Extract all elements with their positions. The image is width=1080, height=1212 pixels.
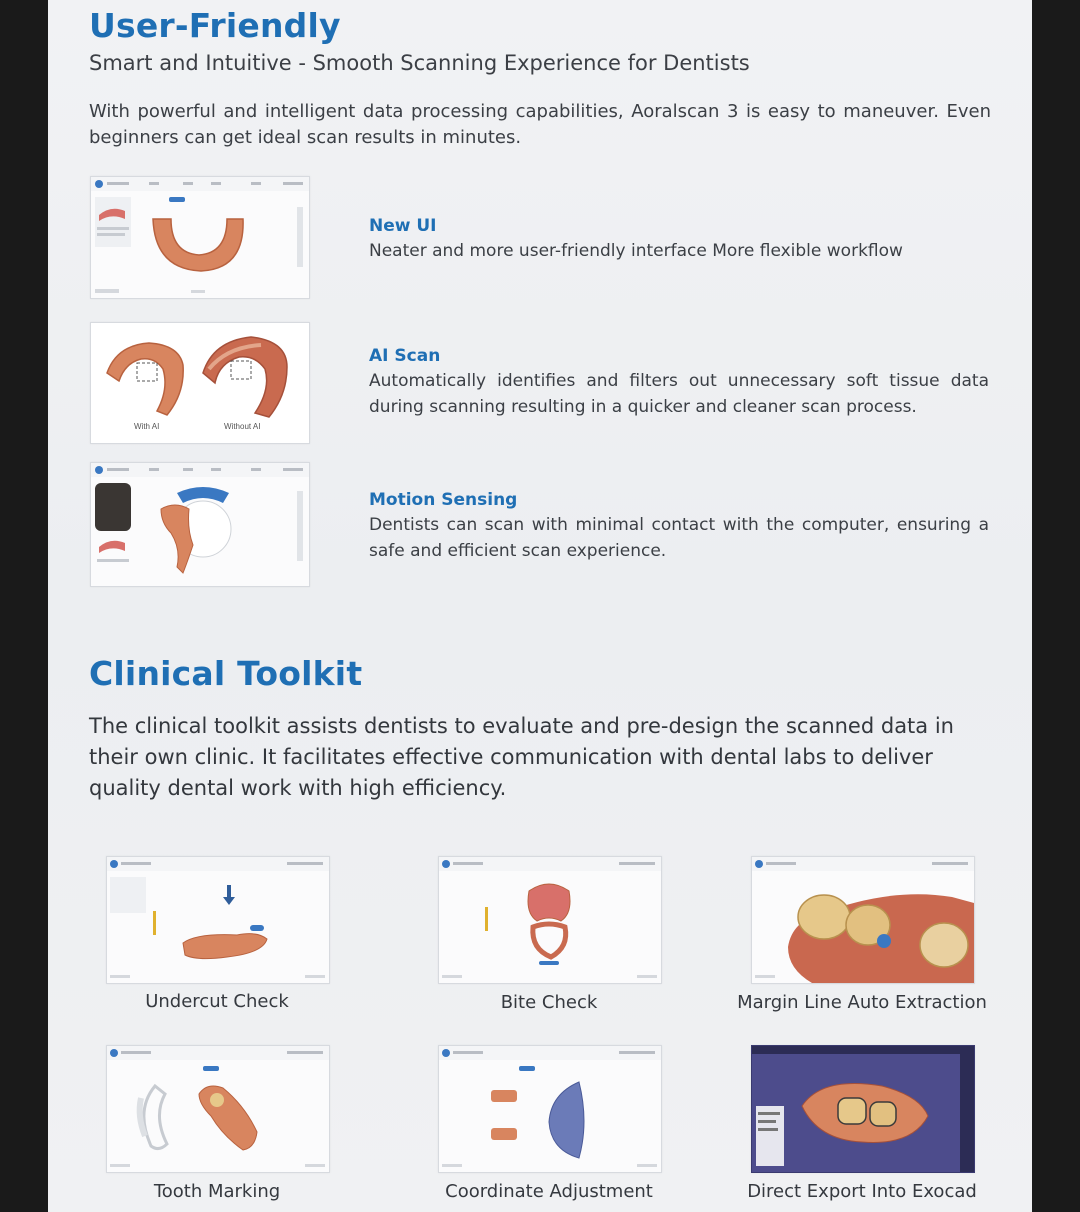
brochure-page [48,0,1032,1212]
feature-title-motion-sensing: Motion Sensing [369,490,518,510]
ai-scan-comparison-image [90,322,310,444]
with-ai-label: With AI [134,422,160,431]
caption-undercut-check: Undercut Check [145,991,289,1012]
new-ui-screenshot [90,176,310,299]
caption-margin-line: Margin Line Auto Extraction [737,992,987,1013]
caption-tooth-marking: Tooth Marking [153,1181,281,1202]
caption-bite-check: Bite Check [500,992,598,1013]
section-heading-user-friendly: User-Friendly [89,6,341,45]
motion-sensing-screenshot [90,462,310,587]
feature-desc-motion-sensing: Dentists can scan with minimal contact with the computer, ensuring a safe and efficient scan experience. [369,515,989,561]
caption-exocad-export: Direct Export Into Exocad [747,1181,977,1202]
exocad-export-screenshot [751,1045,975,1173]
undercut-check-screenshot [106,856,330,984]
tooth-marking-screenshot [106,1045,330,1173]
section-intro: With powerful and intelligent data processing capabilities, Aoralscan 3 is easy to maneuver. Even beginners can get ideal scan results in minutes. [89,101,991,148]
coordinate-adjustment-screenshot [438,1045,662,1173]
feature-title-new-ui: New UI [369,216,437,236]
bite-check-screenshot [438,856,662,984]
section-heading-clinical-toolkit: Clinical Toolkit [89,654,363,693]
clinical-toolkit-intro: The clinical toolkit assists dentists to evaluate and pre-design the scanned data in their own clinic. It facilitates effective communication with dental labs to deliver quality dental work with high efficiency. [89,714,954,800]
without-ai-label: Without AI [224,422,261,431]
caption-coordinate-adjustment: Coordinate Adjustment [445,1181,653,1202]
feature-desc-ai-scan: Automatically identifies and filters out unnecessary soft tissue data during scanning resulting in a quicker and cleaner scan process. [369,371,989,417]
feature-title-ai-scan: AI Scan [369,346,441,366]
section-subtitle: Smart and Intuitive - Smooth Scanning Experience for Dentists [89,51,750,75]
margin-line-screenshot [751,856,975,984]
feature-desc-new-ui: Neater and more user-friendly interface More flexible workflow [369,241,903,261]
